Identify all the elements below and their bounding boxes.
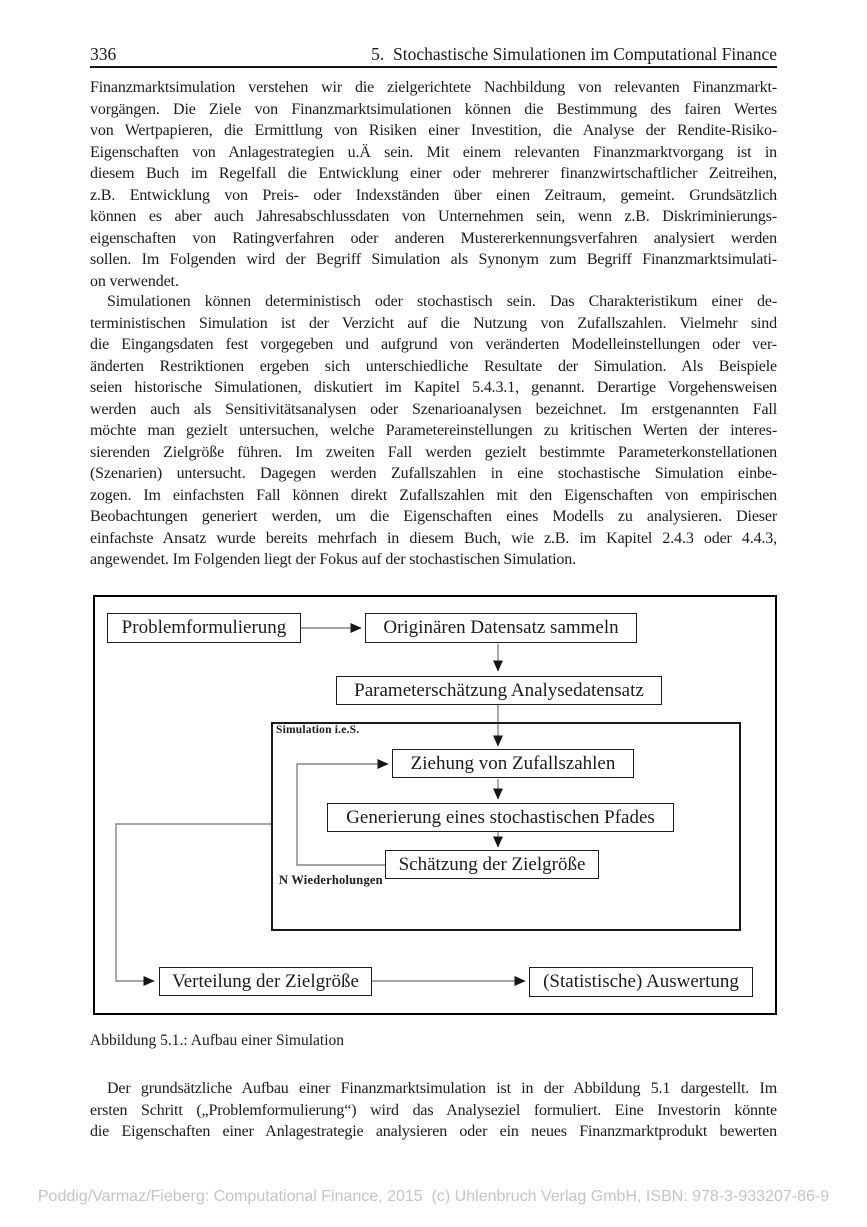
text-line: einfachste Ansatz wurde bereits mehrfach in diesem Buch, wie z.B. im Kapitel 2.4.3 oder 4.4.3,	[90, 529, 777, 547]
text-line: Finanzmarktsimulation verstehen wir die zielgerichtete Nachbildung von relevanten Finanzmarkt-	[90, 79, 777, 96]
node-statistische-auswertung: (Statistische) Auswertung	[529, 967, 753, 997]
text-line: (Szenarien) untersucht. Dagegen werden Zufallszahlen in eine stochastische Simulation einbe-	[90, 465, 777, 482]
paragraph-simulation-types	[90, 291, 777, 571]
text-line: änderten Restriktionen ergeben sich unterschiedliche Resultate der Simulation. Als Beispiele	[90, 357, 777, 375]
text-line: on verwendet.	[90, 272, 179, 290]
header-rule	[90, 66, 777, 68]
text-line: eigenschaften von Ratingverfahren oder anderen Mustererkennungsverfahren analysiert werden	[90, 229, 777, 247]
text-line: ersten Schritt („Problemformulierung“) wird das Analyseziel formuliert. Eine Investorin könnte	[90, 1101, 777, 1119]
text-line: die Eingangsdaten fest vorgegeben und aufgrund von veränderten Modelleinstellungen oder ver-	[90, 336, 777, 353]
text-line: sierenden Zielgröße führen. Im zweiten Fall werden gezielt bestimmte Parameterkonstellationen	[90, 443, 777, 461]
n-wiederholungen-label: N Wiederholungen	[279, 873, 383, 887]
node-verteilung-zielgroesse: Verteilung der Zielgröße	[159, 967, 372, 996]
node-generierung-pfad: Generierung eines stochastischen Pfades	[327, 803, 674, 832]
node-problemformulierung: Problemformulierung	[107, 613, 301, 643]
text-line: z.B. Entwicklung von Preis- oder Indexständen über einen Zeitraum, gemeint. Grundsätzlich	[90, 186, 777, 204]
text-line: Eigenschaften von Anlagestrategien u.Ä sein. Mit einem relevanten Finanzmarktvorgang ist in	[90, 143, 777, 161]
simulation-ies-label: Simulation i.e.S.	[276, 724, 360, 736]
node-parameterschaetzung: Parameterschätzung Analysedatensatz	[336, 676, 662, 705]
text-line: von Wertpapieren, die Ermittlung von Risiken einer Investition, die Analyse der Rendite-Risiko-	[90, 122, 777, 139]
text-line: angewendet. Im Folgenden liegt der Fokus auf der stochastischen Simulation.	[90, 551, 576, 568]
footer-imprint: Poddig/Varmaz/Fieberg: Computational Finance, 2015 (c) Uhlenbruch Verlag GmbH, ISBN: 978-3-933207-86-9	[37, 1188, 830, 1205]
text-line: Der grundsätzliche Aufbau einer Finanzmarktsimulation ist in der Abbildung 5.1 dargestellt. Im	[107, 1080, 777, 1097]
node-schaetzung-zielgroesse: Schätzung der Zielgröße	[385, 850, 599, 879]
text-line: die Eigenschaften einer Anlagestrategie analysieren oder ein neues Finanzmarktprodukt bewerten	[90, 1123, 777, 1140]
node-datensatz-sammeln: Originären Datensatz sammeln	[365, 613, 637, 643]
text-line: werden auch als Sensitivitätsanalysen oder Szenarioanalysen bezeichnet. Im erstgenannten Fall	[90, 400, 777, 418]
text-line: möchte man gezielt untersuchen, welche Parametereinstellungen zu kritischen Werten der interes-	[90, 422, 777, 439]
arrow-to-verteilung	[116, 824, 272, 981]
text-line: seien historische Simulationen, diskutiert im Kapitel 5.4.3.1, genannt. Derartige Vorgehensweisen	[90, 379, 777, 396]
text-line: diesem Buch im Regelfall die Entwicklung einer oder mehrerer finanzwirtschaftlicher Zeitreihen,	[90, 165, 777, 182]
text-line: zogen. Im einfachsten Fall können direkt Zufallszahlen mit den Eigenschaften von empirischen	[90, 486, 777, 504]
page-header	[90, 44, 777, 65]
text-line: Simulationen können deterministisch oder stochastisch sein. Das Charakteristikum einer de-	[107, 293, 777, 310]
text-line: sollen. Im Folgenden wird der Begriff Simulation als Synonym zum Begriff Finanzmarktsimulati-	[90, 251, 777, 268]
node-ziehung-zufallszahlen: Ziehung von Zufallszahlen	[392, 749, 634, 778]
page-number: 336	[90, 44, 117, 64]
figure-caption: Abbildung 5.1.: Aufbau einer Simulation	[90, 1032, 345, 1049]
paragraph-intro	[90, 77, 777, 292]
chapter-title: 5. Stochastische Simulationen im Computational Finance	[371, 44, 777, 64]
text-line: Beobachtungen generiert werden, um die Eigenschaften eines Modells zu analysieren. Dieser	[90, 508, 777, 525]
text-line: terministischen Simulation ist der Verzicht auf die Nutzung von Zufallszahlen. Vielmehr sind	[90, 314, 777, 332]
paragraph-aufbau	[90, 1078, 777, 1143]
figure-simulation-flowchart	[93, 595, 777, 1015]
text-line: vorgängen. Die Ziele von Finanzmarktsimulationen können die Bestimmung des fairen Wertes	[90, 100, 777, 118]
text-line: können es aber auch Jahresabschlussdaten von Unternehmen sein, wenn z.B. Diskriminierungs-	[90, 208, 777, 225]
